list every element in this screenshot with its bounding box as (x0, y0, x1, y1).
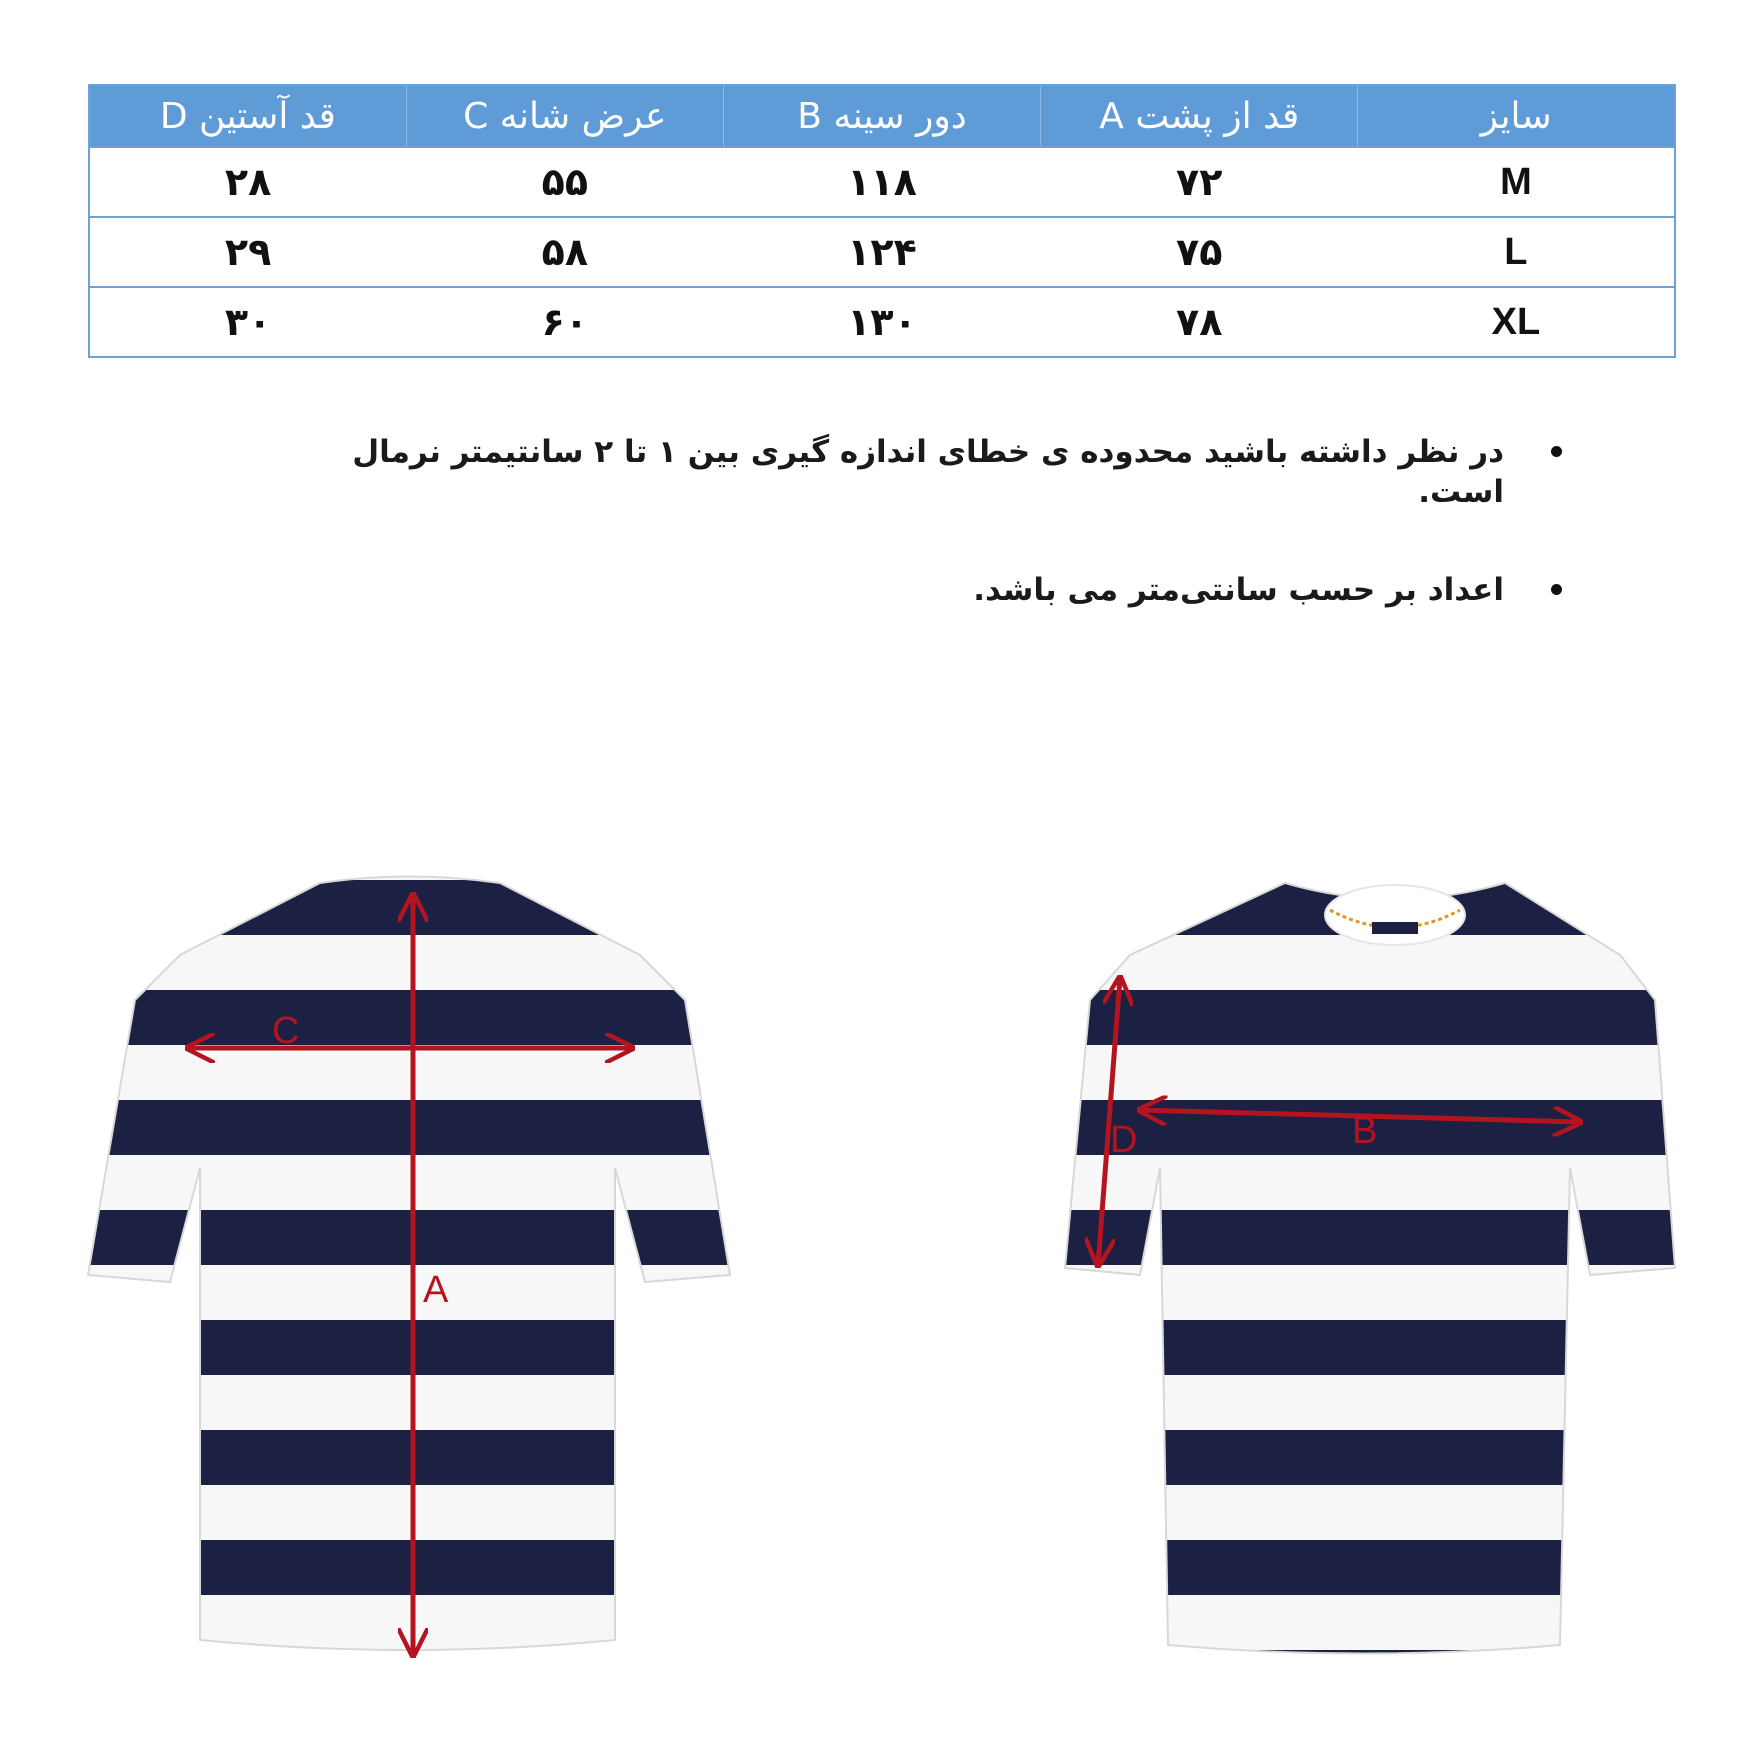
shirt-back-body (88, 877, 730, 1651)
note-text: اعداد بر حسب سانتی‌متر می باشد. (973, 572, 1504, 608)
cell-size: M (1358, 147, 1675, 217)
cell-chest: ۱۲۴ (723, 217, 1040, 287)
label-c: C (272, 1010, 300, 1052)
cell-back-length: ۷۸ (1041, 287, 1358, 357)
shirt-front-body (1065, 883, 1675, 1654)
label-d: D (1110, 1119, 1138, 1161)
cell-sleeve: ۲۹ (89, 217, 406, 287)
label-b: B (1352, 1110, 1378, 1152)
header-chest: دور سینه B (723, 85, 1040, 147)
brand-label-icon (1372, 922, 1418, 934)
note-text: در نظر داشته باشید محدوده ی خطای اندازه گیری بین ۱ تا ۲ سانتیمتر نرمال است. (352, 434, 1504, 510)
shirt-back-view (88, 877, 730, 1651)
cell-size: L (1358, 217, 1675, 287)
cell-shoulder: ۵۸ (406, 217, 723, 287)
label-a: A (423, 1269, 449, 1311)
cell-chest: ۱۱۸ (723, 147, 1040, 217)
cell-size: XL (1358, 287, 1675, 357)
header-sleeve: قد آستین D (89, 85, 406, 147)
header-size: سایز (1358, 85, 1675, 147)
cell-chest: ۱۳۰ (723, 287, 1040, 357)
cell-shoulder: ۵۵ (406, 147, 723, 217)
header-back-length: قد از پشت A (1041, 85, 1358, 147)
cell-sleeve: ۳۰ (89, 287, 406, 357)
cell-shoulder: ۶۰ (406, 287, 723, 357)
cell-back-length: ۷۵ (1041, 217, 1358, 287)
header-shoulder: عرض شانه C (406, 85, 723, 147)
cell-back-length: ۷۲ (1041, 147, 1358, 217)
shirt-front-view (1065, 883, 1675, 1654)
shirt-collar (1325, 885, 1465, 945)
cell-sleeve: ۲۸ (89, 147, 406, 217)
